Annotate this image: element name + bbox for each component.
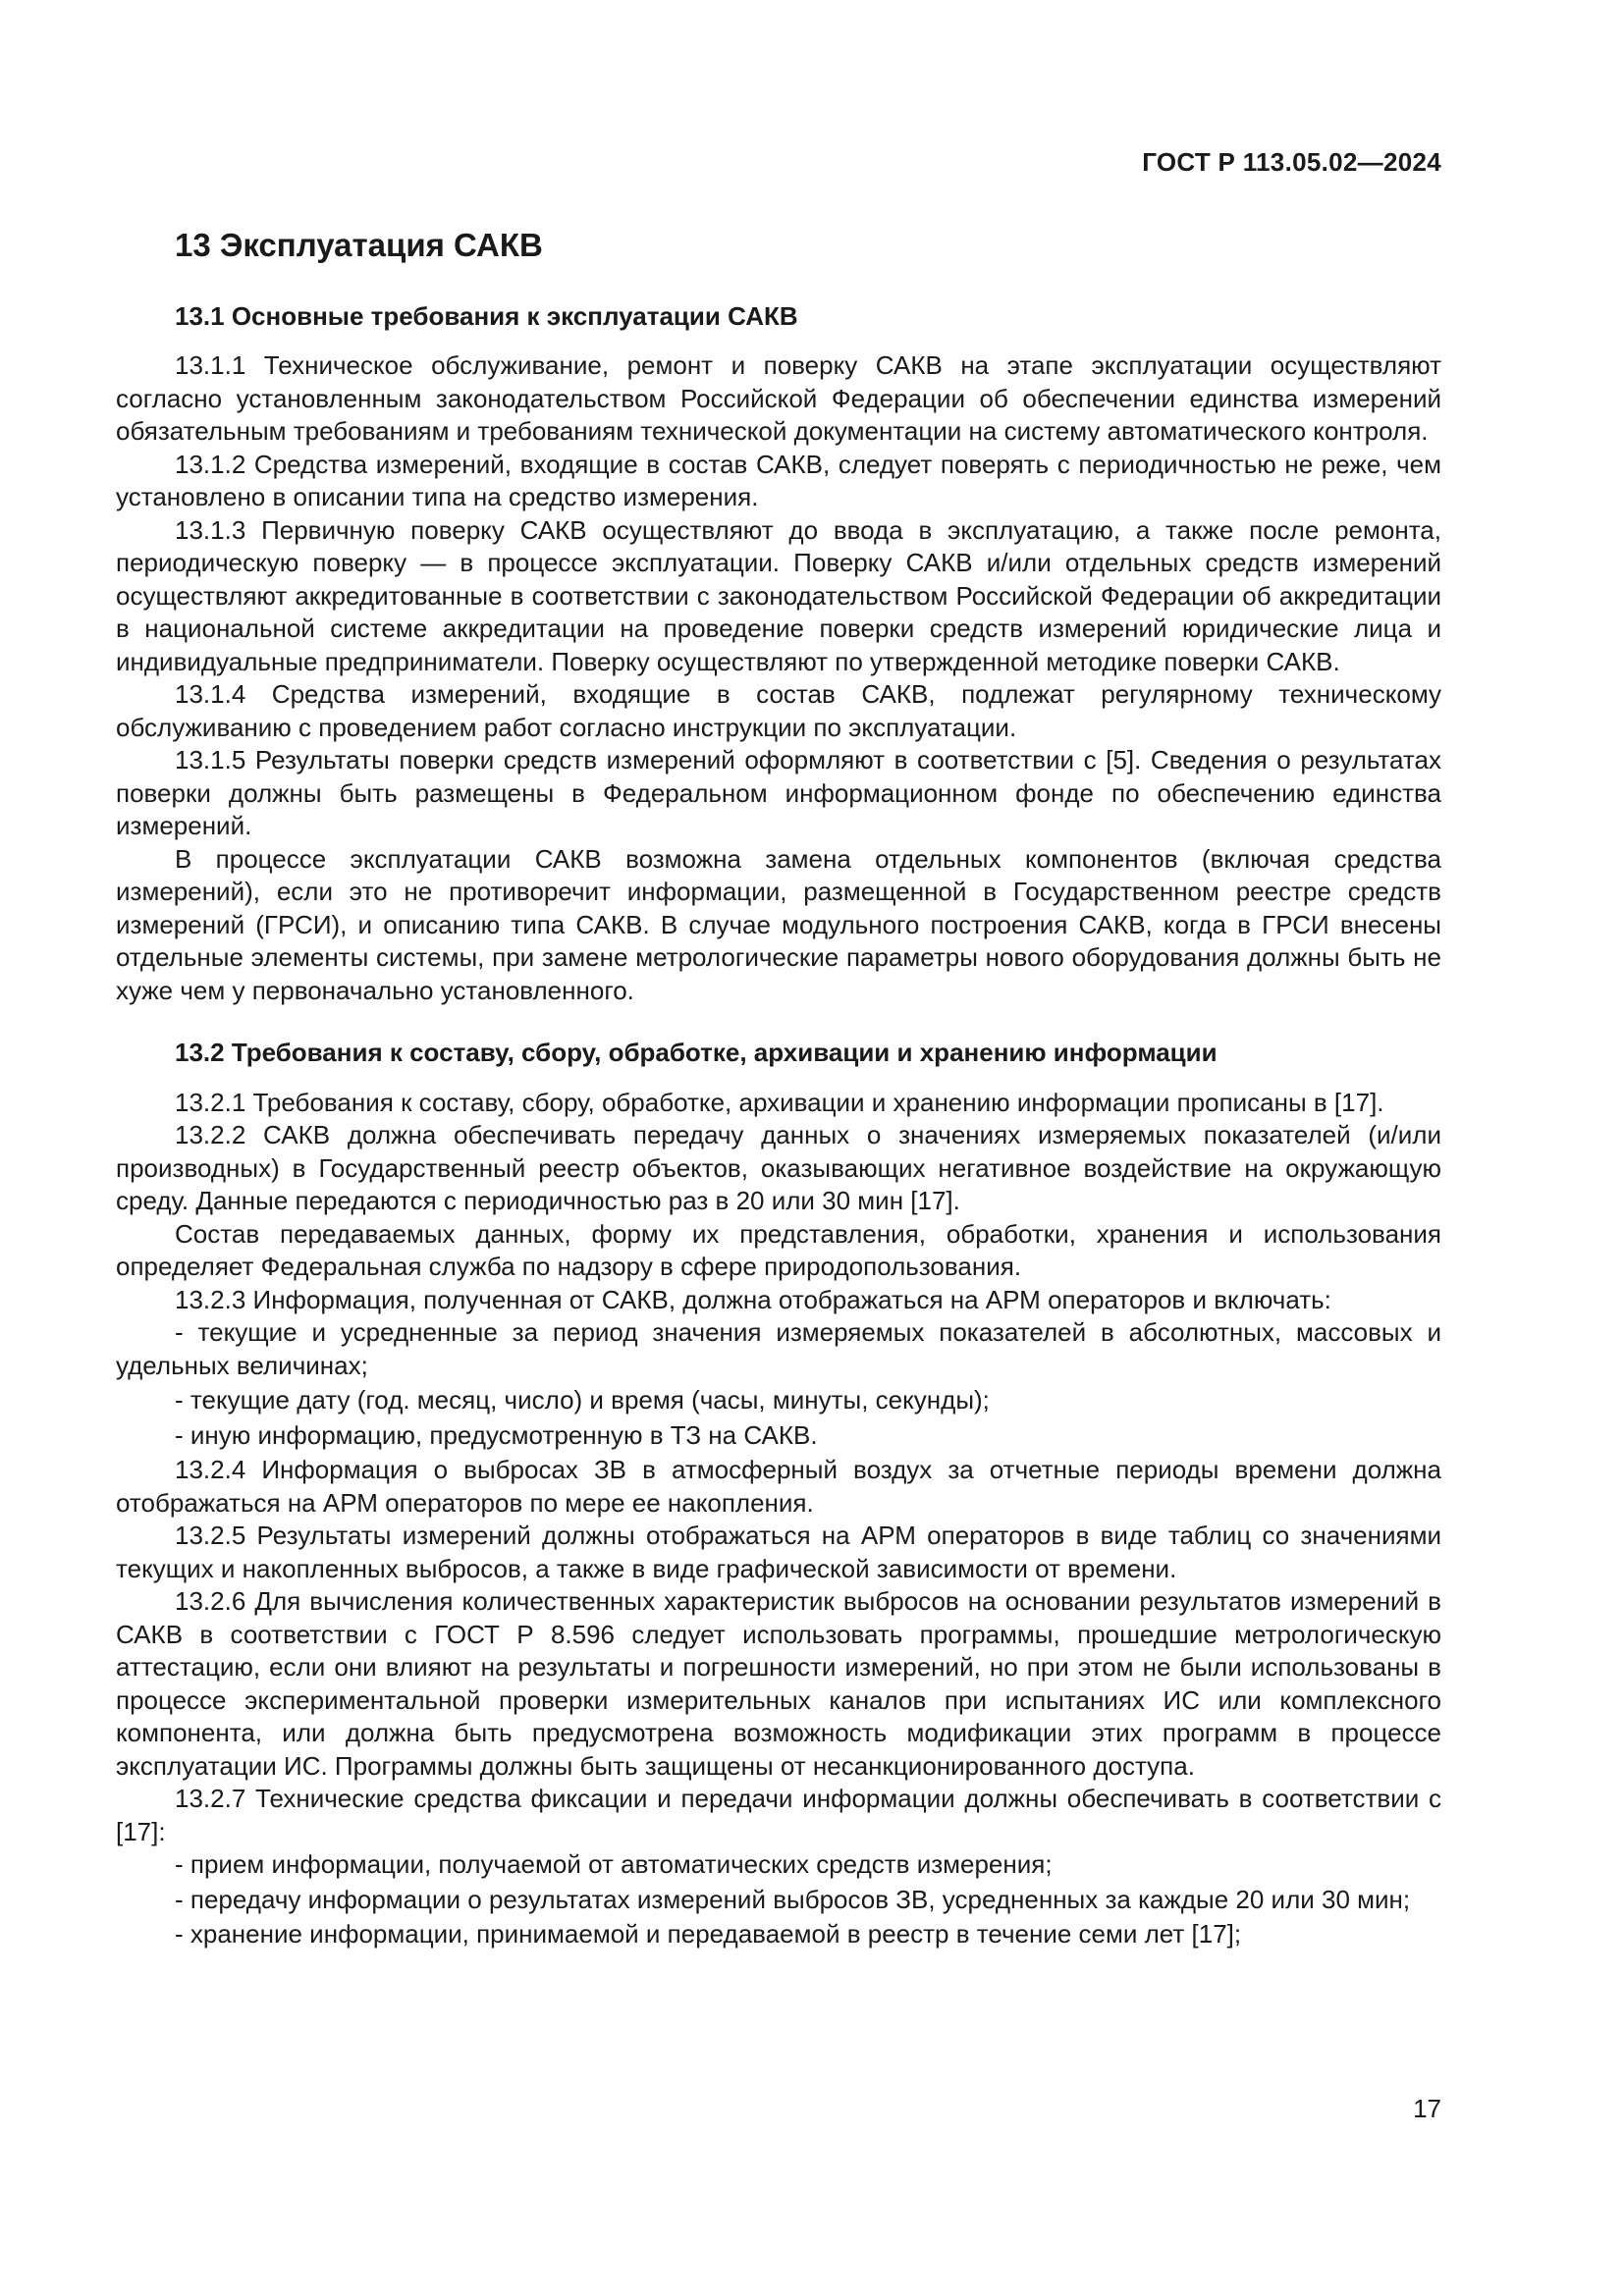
paragraph-13-2-7: 13.2.7 Технические средства фиксации и передачи информации должны обеспечивать в соответствии с [17]: — [116, 1784, 1441, 1846]
page-number: 17 — [1413, 2094, 1441, 2123]
list-item: - передачу информации о результатах измерений выбросов ЗВ, усредненных за каждые 20 или 30 мин; — [175, 1884, 1411, 1914]
paragraph-13-2-1: 13.2.1 Требования к составу, сбору, обработке, архивации и хранению информации прописаны в [17]. — [175, 1087, 1384, 1117]
paragraph-13-1-3: 13.1.3 Первичную поверку САКВ осуществляют до ввода в эксплуатацию, а также после ремонта, периодическую поверку — в процессе эксплуатации. Поверку САКВ и/или отдельных средств измерений осуществляют аккредитованные в соответствии с законодательством Российской Федерации об аккредитации в национальной системе аккредитации на проведение поверки средств измерений юридические лица и индивидуальные предприниматели. Поверку осуществляют по утвержденной методике поверки САКВ. — [116, 514, 1441, 676]
list-item: - текущие и усредненные за период значения измеряемых показателей в абсолютных, массовых и удельных величинах; — [116, 1317, 1441, 1380]
page-content — [116, 226, 1441, 1953]
paragraph-13-1-4: 13.1.4 Средства измерений, входящие в состав САКВ, подлежат регулярному техническому обслуживанию с проведением работ согласно инструкции по эксплуатации. — [116, 679, 1441, 742]
subsection-title-13-2: 13.2 Требования к составу, сбору, обработке, архивации и хранению информации — [175, 1038, 1218, 1068]
paragraph-13-2-2: 13.2.2 САКВ должна обеспечивать передачу данных о значениях измеряемых показателей (и/или производных) в Государственный реестр объектов, оказывающих негативное воздействие на окружающую среду. Данные передаются с периодичностью раз в 20 или 30 мин [17]. — [116, 1120, 1441, 1216]
document-code: ГОСТ Р 113.05.02—2024 — [1142, 147, 1441, 177]
paragraph-13-1-5: 13.1.5 Результаты поверки средств измерений оформляют в соответствии с [5]. Сведения о результатах поверки должны быть размещены в Федеральном информационном фонде по обеспечению единства измерений. — [116, 745, 1441, 841]
paragraph-13-2-4: 13.2.4 Информация о выбросах ЗВ в атмосферный воздух за отчетные периоды времени должна отображаться на АРМ операторов по мере ее накопления. — [116, 1455, 1441, 1518]
list-item: - иную информацию, предусмотренную в ТЗ на САКВ. — [175, 1419, 818, 1450]
paragraph-13-1-2: 13.1.2 Средства измерений, входящие в состав САКВ, следует поверять с периодичностью не реже, чем установлено в описании типа на средство измерения. — [116, 449, 1441, 512]
section-title: 13 Эксплуатация САКВ — [175, 227, 543, 263]
paragraph-13-1-1: 13.1.1 Техническое обслуживание, ремонт и поверку САКВ на этапе эксплуатации осуществляют согласно установленным законодательством Российской Федерации об обеспечении единства измерений обязательным требованиям и требованиям технической документации на систему автоматического контроля. — [116, 350, 1441, 447]
list-item: - хранение информации, принимаемой и передаваемой в реестр в течение семи лет [17]; — [175, 1919, 1242, 1949]
list-item: - текущие дату (год. месяц, число) и время (часы, минуты, секунды); — [175, 1385, 990, 1415]
paragraph-13-1-5-continued: В процессе эксплуатации САКВ возможна замена отдельных компонентов (включая средства измерений), если это не противоречит информации, размещенной в Государственном реестре средств измерений (ГРСИ), и описанию типа САКВ. В случае модульного построения САКВ, когда в ГРСИ внесены отдельные элементы системы, при замене метрологические параметры нового оборудования должны быть не хуже чем у первоначально установленного. — [116, 843, 1441, 1005]
list-item: - прием информации, получаемой от автоматических средств измерения; — [175, 1849, 1053, 1880]
subsection-title-13-1: 13.1 Основные требования к эксплуатации САКВ — [175, 300, 798, 331]
paragraph-13-2-5: 13.2.5 Результаты измерений должны отображаться на АРМ операторов в виде таблиц со значениями текущих и накопленных выбросов, а также в виде графической зависимости от времени. — [116, 1521, 1441, 1583]
paragraph-13-2-2-continued: Состав передаваемых данных, форму их представления, обработки, хранения и использования определяет Федеральная служба по надзору в сфере природопользования. — [116, 1218, 1441, 1282]
paragraph-13-2-3: 13.2.3 Информация, полученная от САКВ, должна отображаться на АРМ операторов и включать: — [175, 1284, 1331, 1314]
paragraph-13-2-6: 13.2.6 Для вычисления количественных характеристик выбросов на основании результатов измерений в САКВ в соответствии с ГОСТ Р 8.596 следует использовать программы, прошедшие метрологическую аттестацию, если они влияют на результаты и погрешности измерений, но при этом не были использованы в процессе экспериментальной проверки измерительных каналов при испытаниях ИС или комплексного компонента, или должна быть предусмотрена возможность модификации этих программ в процессе эксплуатации ИС. Программы должны быть защищены от несанкционированного доступа. — [116, 1586, 1441, 1781]
